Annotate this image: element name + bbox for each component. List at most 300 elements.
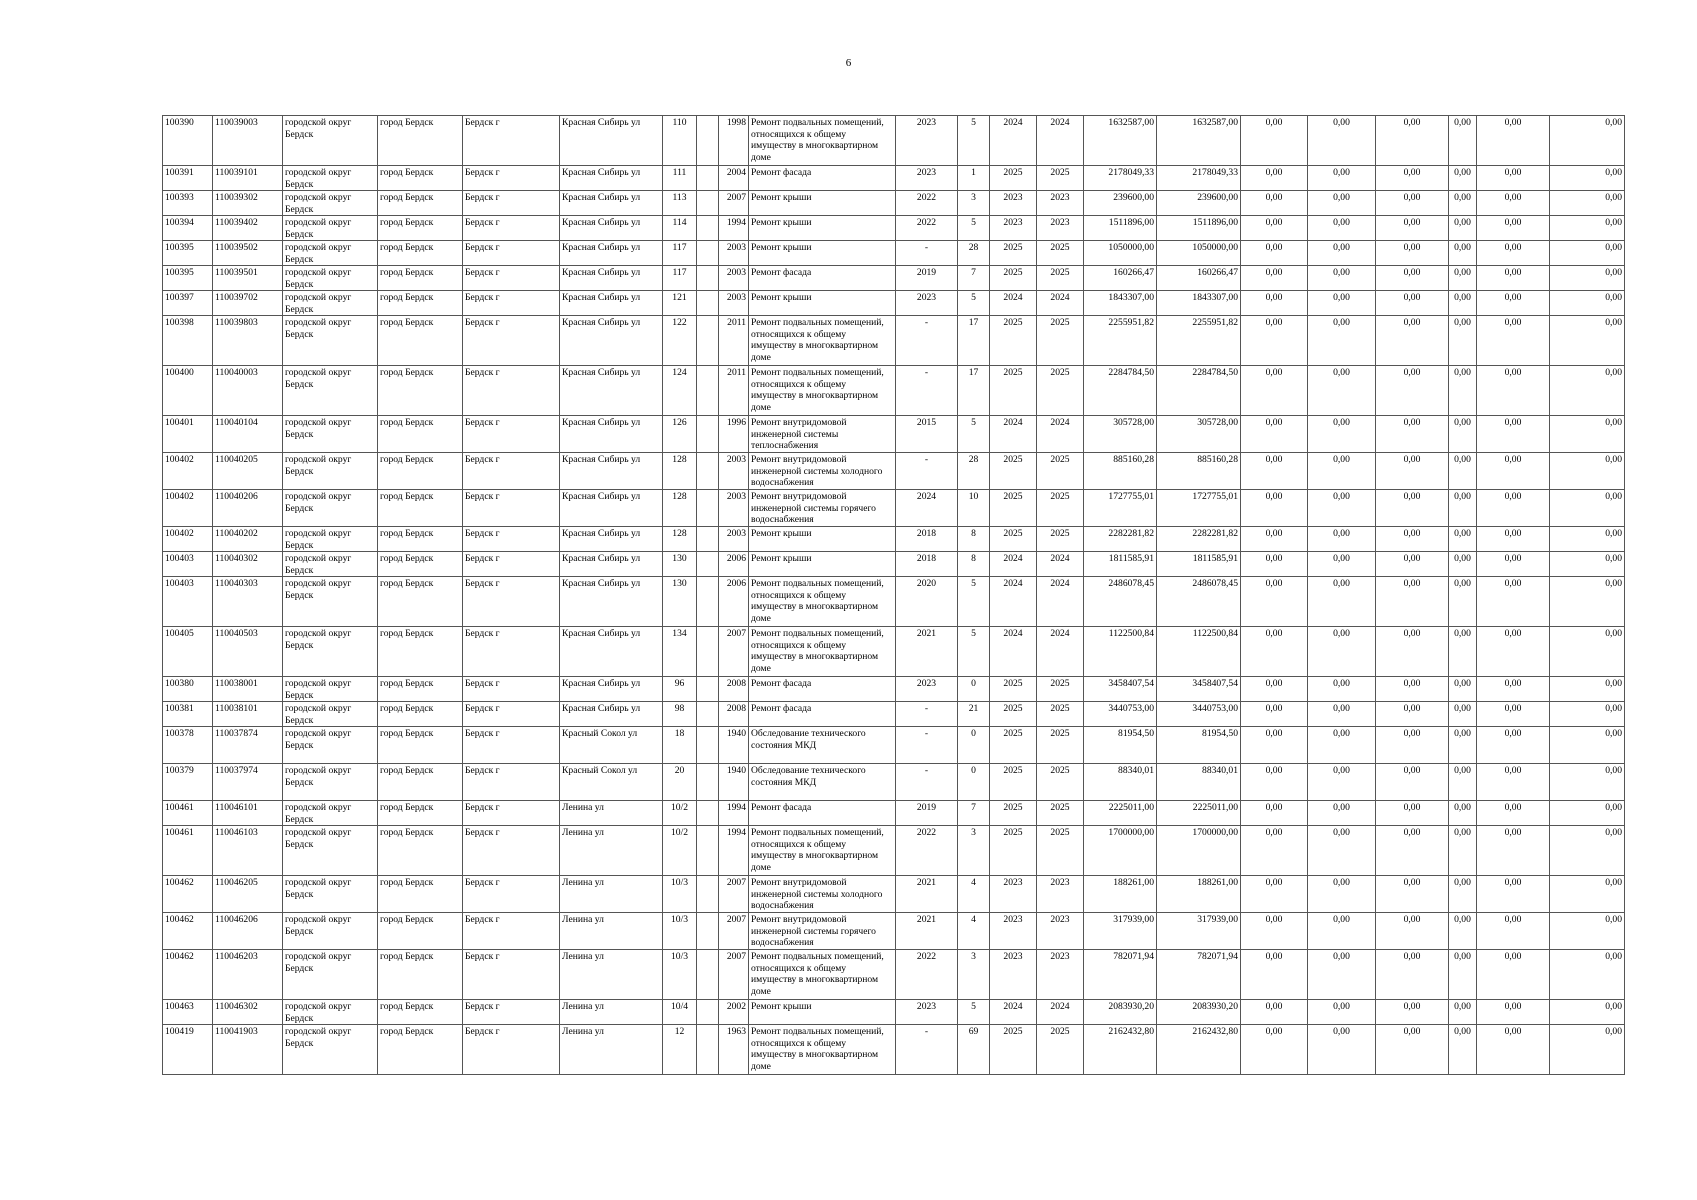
cell-municipality: городской округ Бердск	[283, 527, 378, 552]
cell-extra-funds: 0,00	[1550, 950, 1625, 1000]
cell-settlement: город Бердск	[378, 727, 463, 764]
cell-owners-funds: 0,00	[1449, 166, 1477, 191]
cell-work-type: Ремонт крыши	[749, 527, 896, 552]
cell-street: Красная Сибирь ул	[560, 291, 663, 316]
cell-work-type: Ремонт крыши	[749, 552, 896, 577]
cell-regional-funds: 0,00	[1308, 1025, 1376, 1075]
cell-building	[697, 216, 719, 241]
cell-house-number: 128	[663, 527, 697, 552]
cell-last-repair-year: 2019	[896, 801, 958, 826]
cell-extra-funds: 0,00	[1550, 166, 1625, 191]
cell-plan-end-year: 2025	[1037, 366, 1084, 416]
table-row	[163, 416, 1625, 453]
cell-fund-cost: 88340,01	[1157, 764, 1241, 801]
cell-other-funds: 0,00	[1477, 552, 1550, 577]
cell-year-built: 2006	[719, 577, 749, 627]
cell-settlement: город Бердск	[378, 453, 463, 490]
cell-last-repair-year: -	[896, 241, 958, 266]
cell-year-built: 1963	[719, 1025, 749, 1075]
cell-municipality: городской округ Бердск	[283, 876, 378, 913]
cell-plan-end-year: 2025	[1037, 316, 1084, 366]
cell-plan-start-year: 2025	[990, 453, 1037, 490]
cell-building	[697, 527, 719, 552]
cell-wear-percent: 5	[958, 216, 990, 241]
cell-plan-start-year: 2025	[990, 241, 1037, 266]
cell-total-cost: 188261,00	[1084, 876, 1157, 913]
cell-year-built: 1940	[719, 764, 749, 801]
cell-work-code: 110039003	[213, 116, 283, 166]
cell-other-funds: 0,00	[1477, 490, 1550, 527]
cell-extra-funds: 0,00	[1550, 291, 1625, 316]
cell-owners-funds: 0,00	[1449, 913, 1477, 950]
cell-total-cost: 2162432,80	[1084, 1025, 1157, 1075]
cell-last-repair-year: 2022	[896, 191, 958, 216]
cell-locality: Бердск г	[463, 764, 560, 801]
cell-work-code: 110040003	[213, 366, 283, 416]
cell-owners-funds: 0,00	[1449, 241, 1477, 266]
cell-house-id: 100381	[163, 702, 213, 727]
cell-house-number: 121	[663, 291, 697, 316]
cell-owners-funds: 0,00	[1449, 801, 1477, 826]
cell-house-number: 134	[663, 627, 697, 677]
cell-municipality: городской округ Бердск	[283, 801, 378, 826]
cell-work-code: 110046302	[213, 1000, 283, 1025]
cell-house-id: 100403	[163, 552, 213, 577]
cell-other-funds: 0,00	[1477, 801, 1550, 826]
cell-work-code: 110040303	[213, 577, 283, 627]
cell-work-code: 110039402	[213, 216, 283, 241]
cell-municipality: городской округ Бердск	[283, 316, 378, 366]
cell-other-funds: 0,00	[1477, 913, 1550, 950]
cell-plan-start-year: 2024	[990, 552, 1037, 577]
table-row	[163, 191, 1625, 216]
cell-street: Ленина ул	[560, 801, 663, 826]
cell-year-built: 2002	[719, 1000, 749, 1025]
cell-last-repair-year: 2022	[896, 950, 958, 1000]
cell-plan-start-year: 2023	[990, 216, 1037, 241]
cell-regional-funds: 0,00	[1308, 913, 1376, 950]
cell-wear-percent: 5	[958, 627, 990, 677]
cell-work-code: 110046203	[213, 950, 283, 1000]
cell-house-number: 10/2	[663, 801, 697, 826]
cell-house-id: 100402	[163, 453, 213, 490]
cell-house-number: 10/3	[663, 950, 697, 1000]
cell-wear-percent: 21	[958, 702, 990, 727]
cell-work-type: Ремонт фасада	[749, 266, 896, 291]
cell-settlement: город Бердск	[378, 116, 463, 166]
cell-year-built: 1996	[719, 416, 749, 453]
cell-plan-start-year: 2025	[990, 1025, 1037, 1075]
cell-fund-cost: 1727755,01	[1157, 490, 1241, 527]
cell-locality: Бердск г	[463, 527, 560, 552]
cell-local-funds: 0,00	[1376, 316, 1449, 366]
cell-fund-cost: 3440753,00	[1157, 702, 1241, 727]
cell-fund-cost: 1511896,00	[1157, 216, 1241, 241]
cell-street: Красная Сибирь ул	[560, 266, 663, 291]
cell-work-code: 110046206	[213, 913, 283, 950]
cell-plan-end-year: 2024	[1037, 627, 1084, 677]
cell-plan-start-year: 2023	[990, 950, 1037, 1000]
table-row	[163, 552, 1625, 577]
cell-house-id: 100462	[163, 913, 213, 950]
cell-fund-cost: 305728,00	[1157, 416, 1241, 453]
cell-last-repair-year: 2018	[896, 552, 958, 577]
cell-settlement: город Бердск	[378, 1000, 463, 1025]
cell-wear-percent: 0	[958, 677, 990, 702]
cell-house-id: 100462	[163, 950, 213, 1000]
cell-extra-funds: 0,00	[1550, 1000, 1625, 1025]
cell-work-type: Ремонт подвальных помещений, относящихся к общему имуществу в многоквартирном доме	[749, 366, 896, 416]
cell-building	[697, 764, 719, 801]
cell-wear-percent: 17	[958, 366, 990, 416]
cell-fund-cost: 2255951,82	[1157, 316, 1241, 366]
cell-owners-funds: 0,00	[1449, 876, 1477, 913]
cell-year-built: 1994	[719, 801, 749, 826]
cell-house-id: 100397	[163, 291, 213, 316]
cell-settlement: город Бердск	[378, 291, 463, 316]
cell-federal-funds: 0,00	[1241, 552, 1308, 577]
cell-year-built: 2004	[719, 166, 749, 191]
cell-last-repair-year: 2021	[896, 627, 958, 677]
cell-plan-end-year: 2025	[1037, 702, 1084, 727]
cell-house-id: 100400	[163, 366, 213, 416]
cell-house-id: 100395	[163, 241, 213, 266]
cell-owners-funds: 0,00	[1449, 316, 1477, 366]
table-row	[163, 702, 1625, 727]
table-row	[163, 116, 1625, 166]
cell-wear-percent: 3	[958, 826, 990, 876]
cell-year-built: 2011	[719, 366, 749, 416]
cell-federal-funds: 0,00	[1241, 116, 1308, 166]
cell-plan-end-year: 2025	[1037, 453, 1084, 490]
cell-municipality: городской округ Бердск	[283, 490, 378, 527]
cell-extra-funds: 0,00	[1550, 801, 1625, 826]
cell-other-funds: 0,00	[1477, 266, 1550, 291]
cell-fund-cost: 2162432,80	[1157, 1025, 1241, 1075]
cell-local-funds: 0,00	[1376, 702, 1449, 727]
cell-settlement: город Бердск	[378, 950, 463, 1000]
cell-plan-end-year: 2023	[1037, 950, 1084, 1000]
cell-work-code: 110039302	[213, 191, 283, 216]
cell-regional-funds: 0,00	[1308, 453, 1376, 490]
cell-work-type: Ремонт крыши	[749, 241, 896, 266]
cell-building	[697, 166, 719, 191]
cell-wear-percent: 69	[958, 1025, 990, 1075]
table-row	[163, 677, 1625, 702]
cell-year-built: 2003	[719, 453, 749, 490]
cell-fund-cost: 317939,00	[1157, 913, 1241, 950]
cell-year-built: 2007	[719, 950, 749, 1000]
cell-total-cost: 1843307,00	[1084, 291, 1157, 316]
cell-municipality: городской округ Бердск	[283, 453, 378, 490]
cell-owners-funds: 0,00	[1449, 950, 1477, 1000]
cell-other-funds: 0,00	[1477, 727, 1550, 764]
cell-locality: Бердск г	[463, 826, 560, 876]
cell-total-cost: 2255951,82	[1084, 316, 1157, 366]
cell-work-type: Ремонт крыши	[749, 1000, 896, 1025]
cell-fund-cost: 1122500,84	[1157, 627, 1241, 677]
cell-total-cost: 1700000,00	[1084, 826, 1157, 876]
cell-local-funds: 0,00	[1376, 727, 1449, 764]
cell-local-funds: 0,00	[1376, 291, 1449, 316]
cell-wear-percent: 3	[958, 950, 990, 1000]
cell-regional-funds: 0,00	[1308, 490, 1376, 527]
cell-work-type: Ремонт подвальных помещений, относящихся к общему имуществу в многоквартирном доме	[749, 826, 896, 876]
cell-locality: Бердск г	[463, 116, 560, 166]
cell-last-repair-year: -	[896, 316, 958, 366]
cell-regional-funds: 0,00	[1308, 764, 1376, 801]
cell-extra-funds: 0,00	[1550, 453, 1625, 490]
cell-local-funds: 0,00	[1376, 1000, 1449, 1025]
cell-locality: Бердск г	[463, 1025, 560, 1075]
cell-locality: Бердск г	[463, 166, 560, 191]
cell-last-repair-year: -	[896, 727, 958, 764]
cell-wear-percent: 1	[958, 166, 990, 191]
cell-extra-funds: 0,00	[1550, 764, 1625, 801]
cell-plan-start-year: 2023	[990, 913, 1037, 950]
cell-building	[697, 876, 719, 913]
cell-other-funds: 0,00	[1477, 316, 1550, 366]
cell-building	[697, 702, 719, 727]
cell-street: Красная Сибирь ул	[560, 627, 663, 677]
cell-house-number: 126	[663, 416, 697, 453]
cell-extra-funds: 0,00	[1550, 266, 1625, 291]
cell-street: Красная Сибирь ул	[560, 552, 663, 577]
cell-owners-funds: 0,00	[1449, 727, 1477, 764]
cell-locality: Бердск г	[463, 316, 560, 366]
cell-building	[697, 191, 719, 216]
cell-total-cost: 2178049,33	[1084, 166, 1157, 191]
cell-federal-funds: 0,00	[1241, 1025, 1308, 1075]
cell-owners-funds: 0,00	[1449, 527, 1477, 552]
cell-house-id: 100393	[163, 191, 213, 216]
cell-last-repair-year: 2023	[896, 677, 958, 702]
cell-municipality: городской округ Бердск	[283, 702, 378, 727]
cell-house-number: 130	[663, 552, 697, 577]
cell-last-repair-year: 2023	[896, 291, 958, 316]
cell-house-number: 114	[663, 216, 697, 241]
cell-last-repair-year: 2023	[896, 166, 958, 191]
cell-work-code: 110038001	[213, 677, 283, 702]
cell-total-cost: 2083930,20	[1084, 1000, 1157, 1025]
cell-federal-funds: 0,00	[1241, 527, 1308, 552]
cell-settlement: город Бердск	[378, 552, 463, 577]
cell-other-funds: 0,00	[1477, 627, 1550, 677]
cell-extra-funds: 0,00	[1550, 366, 1625, 416]
cell-municipality: городской округ Бердск	[283, 826, 378, 876]
cell-other-funds: 0,00	[1477, 1000, 1550, 1025]
cell-building	[697, 366, 719, 416]
cell-locality: Бердск г	[463, 801, 560, 826]
cell-work-code: 110046103	[213, 826, 283, 876]
cell-total-cost: 239600,00	[1084, 191, 1157, 216]
cell-settlement: город Бердск	[378, 166, 463, 191]
cell-house-number: 122	[663, 316, 697, 366]
cell-work-code: 110040206	[213, 490, 283, 527]
cell-locality: Бердск г	[463, 950, 560, 1000]
cell-plan-end-year: 2024	[1037, 416, 1084, 453]
cell-owners-funds: 0,00	[1449, 191, 1477, 216]
cell-federal-funds: 0,00	[1241, 801, 1308, 826]
cell-plan-start-year: 2025	[990, 764, 1037, 801]
cell-building	[697, 291, 719, 316]
cell-house-number: 10/4	[663, 1000, 697, 1025]
cell-local-funds: 0,00	[1376, 913, 1449, 950]
cell-municipality: городской округ Бердск	[283, 727, 378, 764]
cell-federal-funds: 0,00	[1241, 677, 1308, 702]
cell-plan-end-year: 2023	[1037, 216, 1084, 241]
cell-plan-start-year: 2023	[990, 876, 1037, 913]
cell-extra-funds: 0,00	[1550, 490, 1625, 527]
cell-work-code: 110040205	[213, 453, 283, 490]
cell-regional-funds: 0,00	[1308, 826, 1376, 876]
cell-owners-funds: 0,00	[1449, 826, 1477, 876]
cell-work-type: Ремонт подвальных помещений, относящихся к общему имуществу в многоквартирном доме	[749, 1025, 896, 1075]
cell-last-repair-year: -	[896, 453, 958, 490]
cell-fund-cost: 2083930,20	[1157, 1000, 1241, 1025]
cell-settlement: город Бердск	[378, 577, 463, 627]
cell-plan-end-year: 2024	[1037, 291, 1084, 316]
cell-plan-start-year: 2025	[990, 801, 1037, 826]
cell-fund-cost: 2178049,33	[1157, 166, 1241, 191]
cell-total-cost: 2486078,45	[1084, 577, 1157, 627]
cell-house-id: 100379	[163, 764, 213, 801]
cell-last-repair-year: 2015	[896, 416, 958, 453]
cell-work-type: Ремонт подвальных помещений, относящихся к общему имуществу в многоквартирном доме	[749, 950, 896, 1000]
cell-house-number: 10/3	[663, 913, 697, 950]
cell-owners-funds: 0,00	[1449, 116, 1477, 166]
cell-fund-cost: 2284784,50	[1157, 366, 1241, 416]
cell-street: Красная Сибирь ул	[560, 702, 663, 727]
cell-federal-funds: 0,00	[1241, 490, 1308, 527]
cell-municipality: городской округ Бердск	[283, 191, 378, 216]
cell-street: Красная Сибирь ул	[560, 527, 663, 552]
cell-wear-percent: 5	[958, 291, 990, 316]
cell-extra-funds: 0,00	[1550, 702, 1625, 727]
cell-plan-start-year: 2025	[990, 166, 1037, 191]
cell-wear-percent: 5	[958, 416, 990, 453]
cell-regional-funds: 0,00	[1308, 266, 1376, 291]
cell-local-funds: 0,00	[1376, 191, 1449, 216]
page-number: 6	[845, 57, 852, 69]
cell-building	[697, 826, 719, 876]
cell-year-built: 2003	[719, 241, 749, 266]
cell-local-funds: 0,00	[1376, 876, 1449, 913]
cell-street: Ленина ул	[560, 876, 663, 913]
cell-federal-funds: 0,00	[1241, 366, 1308, 416]
cell-local-funds: 0,00	[1376, 416, 1449, 453]
cell-regional-funds: 0,00	[1308, 801, 1376, 826]
cell-building	[697, 727, 719, 764]
cell-regional-funds: 0,00	[1308, 950, 1376, 1000]
cell-building	[697, 1025, 719, 1075]
cell-fund-cost: 1632587,00	[1157, 116, 1241, 166]
cell-year-built: 1994	[719, 216, 749, 241]
cell-street: Красная Сибирь ул	[560, 416, 663, 453]
cell-building	[697, 316, 719, 366]
cell-wear-percent: 8	[958, 552, 990, 577]
cell-plan-start-year: 2025	[990, 527, 1037, 552]
cell-house-id: 100390	[163, 116, 213, 166]
cell-house-id: 100394	[163, 216, 213, 241]
cell-municipality: городской округ Бердск	[283, 1000, 378, 1025]
cell-plan-end-year: 2025	[1037, 266, 1084, 291]
cell-owners-funds: 0,00	[1449, 627, 1477, 677]
cell-building	[697, 913, 719, 950]
cell-regional-funds: 0,00	[1308, 876, 1376, 913]
cell-building	[697, 453, 719, 490]
cell-work-code: 110040104	[213, 416, 283, 453]
cell-wear-percent: 10	[958, 490, 990, 527]
cell-owners-funds: 0,00	[1449, 366, 1477, 416]
cell-total-cost: 2225011,00	[1084, 801, 1157, 826]
cell-federal-funds: 0,00	[1241, 241, 1308, 266]
cell-street: Красная Сибирь ул	[560, 191, 663, 216]
cell-house-number: 128	[663, 490, 697, 527]
cell-local-funds: 0,00	[1376, 552, 1449, 577]
cell-locality: Бердск г	[463, 366, 560, 416]
cell-locality: Бердск г	[463, 416, 560, 453]
cell-federal-funds: 0,00	[1241, 316, 1308, 366]
cell-other-funds: 0,00	[1477, 826, 1550, 876]
table-row	[163, 1000, 1625, 1025]
cell-other-funds: 0,00	[1477, 416, 1550, 453]
cell-year-built: 2007	[719, 627, 749, 677]
cell-year-built: 2011	[719, 316, 749, 366]
cell-last-repair-year: 2020	[896, 577, 958, 627]
cell-year-built: 2006	[719, 552, 749, 577]
cell-house-number: 128	[663, 453, 697, 490]
cell-street: Ленина ул	[560, 913, 663, 950]
cell-owners-funds: 0,00	[1449, 1025, 1477, 1075]
cell-federal-funds: 0,00	[1241, 764, 1308, 801]
cell-last-repair-year: -	[896, 366, 958, 416]
cell-plan-start-year: 2024	[990, 627, 1037, 677]
cell-plan-start-year: 2025	[990, 316, 1037, 366]
cell-local-funds: 0,00	[1376, 366, 1449, 416]
table-row	[163, 876, 1625, 913]
cell-house-number: 130	[663, 577, 697, 627]
table-row	[163, 490, 1625, 527]
cell-house-id: 100463	[163, 1000, 213, 1025]
cell-plan-end-year: 2025	[1037, 677, 1084, 702]
cell-fund-cost: 885160,28	[1157, 453, 1241, 490]
cell-extra-funds: 0,00	[1550, 316, 1625, 366]
cell-federal-funds: 0,00	[1241, 826, 1308, 876]
cell-local-funds: 0,00	[1376, 627, 1449, 677]
cell-total-cost: 81954,50	[1084, 727, 1157, 764]
cell-settlement: город Бердск	[378, 1025, 463, 1075]
cell-last-repair-year: 2022	[896, 826, 958, 876]
cell-house-id: 100378	[163, 727, 213, 764]
cell-work-code: 110040503	[213, 627, 283, 677]
cell-other-funds: 0,00	[1477, 216, 1550, 241]
cell-municipality: городской округ Бердск	[283, 241, 378, 266]
table-row	[163, 1025, 1625, 1075]
cell-plan-end-year: 2025	[1037, 241, 1084, 266]
cell-house-id: 100461	[163, 801, 213, 826]
cell-municipality: городской округ Бердск	[283, 291, 378, 316]
cell-extra-funds: 0,00	[1550, 216, 1625, 241]
cell-house-number: 20	[663, 764, 697, 801]
cell-locality: Бердск г	[463, 677, 560, 702]
cell-building	[697, 490, 719, 527]
cell-building	[697, 577, 719, 627]
cell-street: Красная Сибирь ул	[560, 316, 663, 366]
cell-other-funds: 0,00	[1477, 291, 1550, 316]
cell-street: Красная Сибирь ул	[560, 677, 663, 702]
cell-street: Красная Сибирь ул	[560, 216, 663, 241]
